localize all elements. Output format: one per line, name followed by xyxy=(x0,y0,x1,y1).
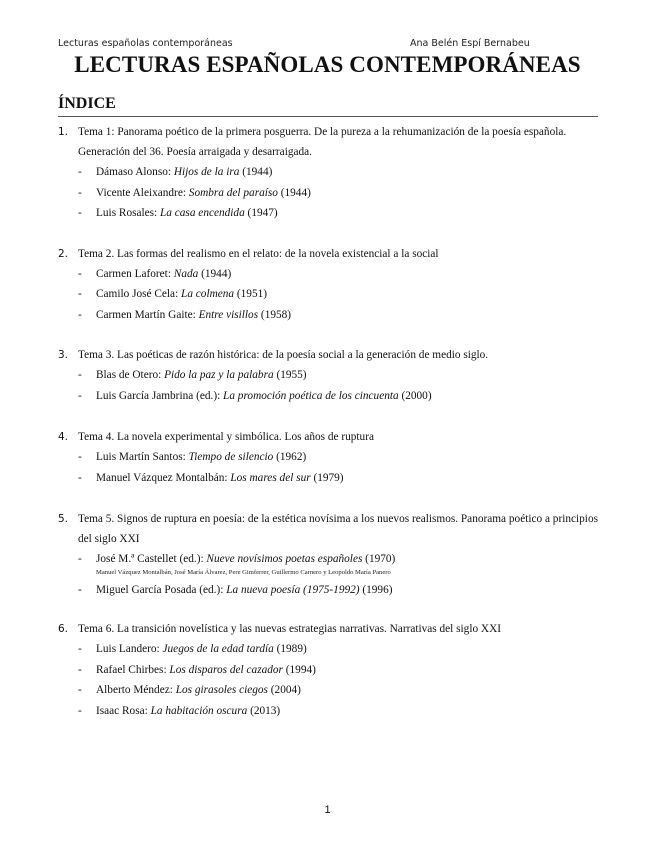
reading-list xyxy=(58,162,598,224)
reading-author: Carmen Laforet: xyxy=(96,267,174,280)
reading-work: Los mares del sur xyxy=(230,471,311,484)
index-heading: ÍNDICE xyxy=(58,95,116,112)
reading-item xyxy=(58,639,598,660)
topic-number: 6. xyxy=(58,623,69,635)
topic-4 xyxy=(58,427,598,488)
reading-year: (1958) xyxy=(258,308,292,321)
topic-number: 1. xyxy=(58,126,69,138)
reading-author: José M.ª Castellet (ed.): xyxy=(96,553,207,565)
reading-work: Sombra del paraíso xyxy=(188,186,278,199)
topic-number: 3. xyxy=(58,349,69,361)
topic-5 xyxy=(58,509,598,600)
reading-item xyxy=(58,365,598,386)
reading-item xyxy=(58,468,598,489)
topic-title: Tema 1: Panorama poético de la primera posguerra. De la pureza a la rehumanización de la poesía española. Generación del 36. Poesía arraigada y desarraigada. xyxy=(78,126,567,158)
reading-work: La nueva poesía (1975-1992) xyxy=(226,583,360,596)
reading-item xyxy=(58,447,598,468)
reading-author: Manuel Vázquez Montalbán: xyxy=(96,471,231,484)
reading-work: La colmena xyxy=(181,288,235,300)
topic-3 xyxy=(58,345,598,406)
reading-year: (1944) xyxy=(198,267,232,280)
list-dash: - xyxy=(78,186,82,199)
reading-work: Hijos de la ira xyxy=(173,166,240,178)
list-dash: - xyxy=(78,643,82,655)
reading-item xyxy=(58,305,598,326)
reading-author: Rafael Chirbes: xyxy=(96,663,170,676)
topic-number: 2. xyxy=(58,247,69,260)
reading-author: Dámaso Alonso: xyxy=(96,166,174,178)
header-author: Ana Belén Espí Bernabeu xyxy=(410,38,530,49)
list-dash: - xyxy=(78,389,82,402)
reading-work: Nada xyxy=(173,267,199,280)
topic-number: 5. xyxy=(58,513,69,525)
reading-item xyxy=(58,203,598,224)
topic-title: Tema 2. Las formas del realismo en el relato: de la novela existencial a la social xyxy=(78,247,439,260)
reading-item xyxy=(58,549,598,570)
reading-list xyxy=(58,639,598,721)
reading-author: Alberto Méndez: xyxy=(96,684,176,696)
poets-note: Manuel Vázquez Montalbán, José María Álvarez, Pere Gimferrer, Guillermo Carnero y Leopoldo María Panero xyxy=(96,568,391,576)
reading-item xyxy=(58,162,598,183)
topic-heading xyxy=(58,509,598,549)
reading-year: (1955) xyxy=(273,369,307,381)
reading-work: La casa encendida xyxy=(160,207,245,219)
topic-6 xyxy=(58,619,598,721)
list-dash: - xyxy=(78,308,82,321)
list-dash: - xyxy=(78,207,82,219)
list-dash: - xyxy=(78,704,82,717)
reading-author: Luis García Jambrina (ed.): xyxy=(96,389,224,402)
reading-list xyxy=(58,264,598,326)
reading-year: (1947) xyxy=(244,207,278,219)
reading-author: Luis Martín Santos: xyxy=(96,451,189,463)
reading-item xyxy=(58,580,598,601)
reading-list xyxy=(58,365,598,406)
reading-work: Los disparos del cazador xyxy=(169,663,283,676)
list-dash: - xyxy=(78,583,82,596)
reading-author: Luis Landero: xyxy=(96,643,163,655)
reading-work: Tiempo de silencio xyxy=(188,451,274,463)
document-title: LECTURAS ESPAÑOLAS CONTEMPORÁNEAS xyxy=(74,52,581,77)
list-dash: - xyxy=(78,663,82,676)
reading-year: (1994) xyxy=(282,663,316,676)
reading-work: La promoción poética de los cincuenta xyxy=(223,389,399,402)
reading-author: Blas de Otero: xyxy=(96,369,165,381)
reading-item xyxy=(58,680,598,701)
topic-1 xyxy=(58,122,598,224)
reading-year: (1989) xyxy=(273,643,307,655)
reading-item xyxy=(58,264,598,285)
topic-title: Tema 5. Signos de ruptura en poesía: de la estética novísima a los nuevos realismos. Panorama poético a principios del siglo XXI xyxy=(78,513,598,545)
reading-item xyxy=(58,183,598,204)
topic-heading xyxy=(58,244,598,264)
list-dash: - xyxy=(78,684,82,696)
list-dash: - xyxy=(78,471,82,484)
index-list xyxy=(58,122,598,721)
reading-year: (1970) xyxy=(362,553,396,565)
reading-item xyxy=(58,284,598,305)
reading-item xyxy=(58,660,598,681)
topic-title: Tema 4. La novela experimental y simbólica. Los años de ruptura xyxy=(78,431,374,443)
reading-item xyxy=(58,701,598,722)
reading-year: (2004) xyxy=(267,684,301,696)
topic-2 xyxy=(58,244,598,326)
reading-author: Camilo José Cela: xyxy=(96,288,182,300)
reading-year: (2013) xyxy=(247,704,281,717)
page-header xyxy=(58,38,597,52)
reading-work: Los girasoles ciegos xyxy=(175,684,268,696)
reading-author: Vicente Aleixandre: xyxy=(96,186,189,199)
reading-year: (2000) xyxy=(398,389,432,402)
reading-work: Entre visillos xyxy=(198,308,259,321)
reading-year: (1979) xyxy=(310,471,344,484)
reading-year: (1996) xyxy=(359,583,393,596)
reading-author: Luis Rosales: xyxy=(96,207,161,219)
reading-author: Carmen Martín Gaite: xyxy=(96,308,199,321)
topic-heading xyxy=(58,427,598,447)
list-dash: - xyxy=(78,553,82,565)
list-dash: - xyxy=(78,369,82,381)
topic-title: Tema 6. La transición novelística y las nuevas estrategias narrativas. Narrativas del siglo XXI xyxy=(78,623,502,635)
topic-heading xyxy=(58,619,598,639)
topic-heading xyxy=(58,122,598,162)
heading-divider xyxy=(58,116,598,117)
reading-work: Juegos de la edad tardía xyxy=(162,643,274,655)
reading-year: (1944) xyxy=(277,186,311,199)
reading-item xyxy=(58,386,598,407)
list-dash: - xyxy=(78,288,82,300)
list-dash: - xyxy=(78,451,82,463)
reading-year: (1962) xyxy=(273,451,307,463)
reading-author: Miguel García Posada (ed.): xyxy=(96,583,227,596)
page-number: 1 xyxy=(324,804,331,816)
reading-year: (1944) xyxy=(239,166,273,178)
reading-work: Nueve novísimos poetas españoles xyxy=(206,553,363,565)
reading-list xyxy=(58,549,598,600)
topic-heading xyxy=(58,345,598,365)
list-dash: - xyxy=(78,166,82,178)
header-course-title: Lecturas españolas contemporáneas xyxy=(58,38,233,49)
topic-number: 4. xyxy=(58,431,69,443)
topic-title: Tema 3. Las poéticas de razón histórica: de la poesía social a la generación de medio siglo. xyxy=(78,349,489,361)
reading-author: Isaac Rosa: xyxy=(96,704,151,717)
reading-list xyxy=(58,447,598,488)
reading-year: (1951) xyxy=(234,288,268,300)
reading-work: Pido la paz y la palabra xyxy=(164,369,274,381)
reading-work: La habitación oscura xyxy=(150,704,248,717)
list-dash: - xyxy=(78,267,82,280)
